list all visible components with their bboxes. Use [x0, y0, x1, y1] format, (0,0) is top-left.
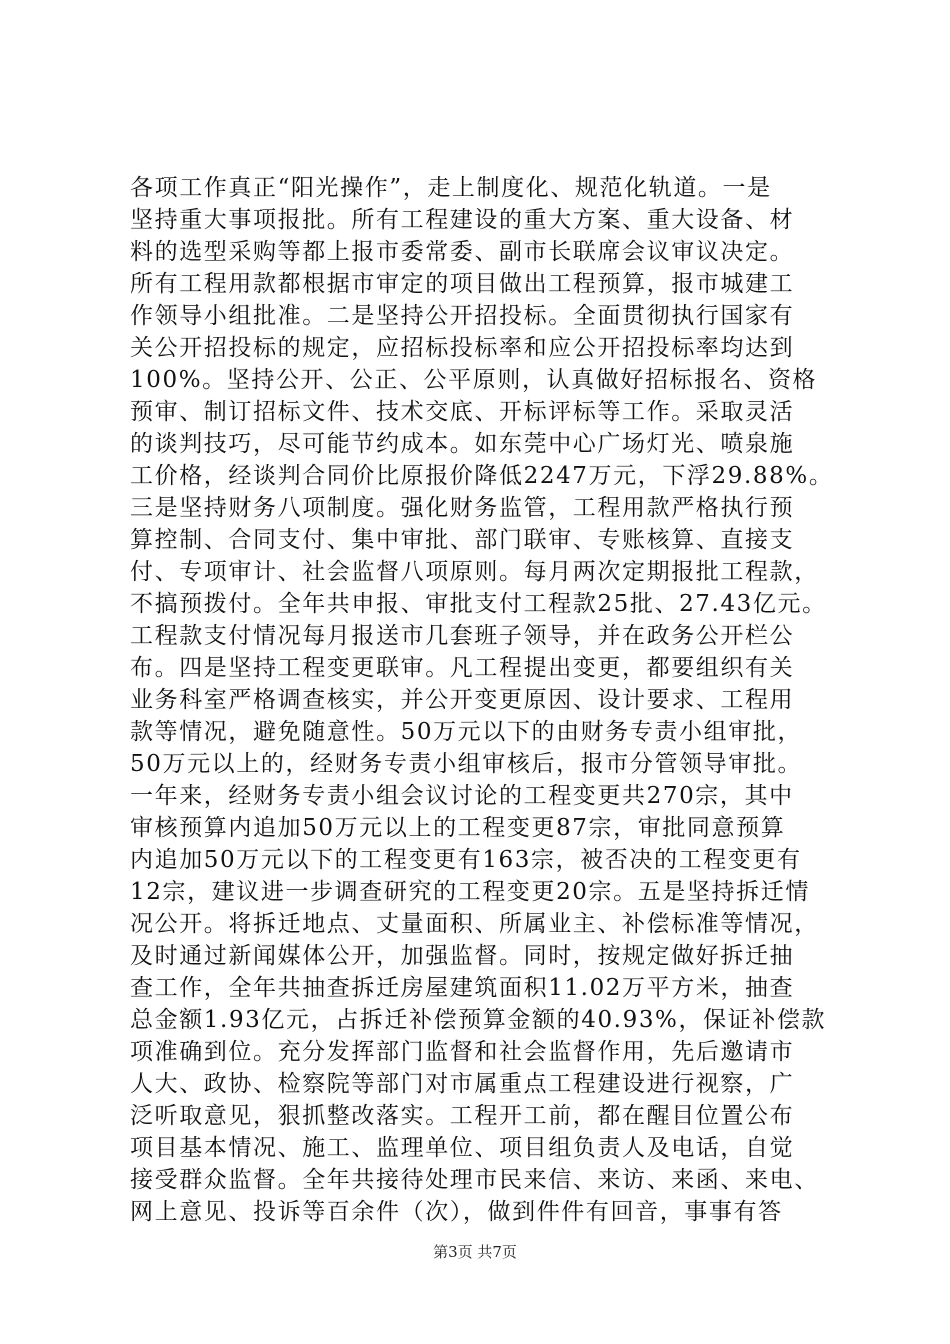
text-line: 人大、政协、检察院等部门对市属重点工程建设进行视察，广 — [130, 1071, 795, 1097]
body-text — [130, 172, 834, 1228]
text-line: 接受群众监督。全年共接待处理市民来信、来访、来函、来电、 — [130, 1167, 819, 1193]
text-line: 不搞预拨付。全年共申报、审批支付工程款25批、27.43亿元。 — [130, 591, 827, 617]
text-line: 布。四是坚持工程变更联审。凡工程提出变更，都要组织有关 — [130, 655, 795, 681]
text-line: 网上意见、投诉等百余件（次），做到件件有回音，事事有答 — [130, 1199, 783, 1225]
text-line: 况公开。将拆迁地点、丈量面积、所属业主、补偿标准等情况， — [130, 911, 819, 937]
text-line: 付、专项审计、社会监督八项原则。每月两次定期报批工程款， — [130, 559, 819, 585]
text-line: 业务科室严格调查核实，并公开变更原因、设计要求、工程用 — [130, 687, 795, 713]
text-line: 料的选型采购等都上报市委常委、副市长联席会议审议决定。 — [130, 239, 795, 265]
text-line: 算控制、合同支付、集中审批、部门联审、专账核算、直接支 — [130, 527, 795, 553]
text-line: 及时通过新闻媒体公开，加强监督。同时，按规定做好拆迁抽 — [130, 943, 795, 969]
text-line: 款等情况，避免随意性。50万元以下的由财务专责小组审批， — [130, 719, 803, 745]
text-line: 一年来，经财务专责小组会议讨论的工程变更共270宗，其中 — [130, 783, 794, 809]
text-line: 工程款支付情况每月报送市几套班子领导，并在政务公开栏公 — [130, 623, 795, 649]
text-line: 三是坚持财务八项制度。强化财务监管，工程用款严格执行预 — [130, 495, 795, 521]
text-line: 所有工程用款都根据市审定的项目做出工程预算，报市城建工 — [130, 271, 795, 297]
text-line: 内追加50万元以下的工程变更有163宗，被否决的工程变更有 — [130, 847, 802, 873]
text-line: 预审、制订招标文件、技术交底、开标评标等工作。采取灵活 — [130, 399, 795, 425]
text-line: 12宗，建议进一步调查研究的工程变更20宗。五是坚持拆迁情 — [130, 879, 810, 905]
text-line: 100%。坚持公开、公正、公平原则，认真做好招标报名、资格 — [130, 367, 818, 393]
page-number-label: 第3页 共7页 — [433, 1243, 517, 1261]
text-line: 项准确到位。充分发挥部门监督和社会监督作用，先后邀请市 — [130, 1039, 795, 1065]
text-line: 50万元以上的，经财务专责小组审核后，报市分管领导审批。 — [130, 751, 803, 777]
text-line: 工价格，经谈判合同价比原报价降低2247万元，下浮29.88%。 — [130, 463, 834, 489]
text-line: 泛听取意见，狠抓整改落实。工程开工前，都在醒目位置公布 — [130, 1103, 795, 1129]
text-line: 作领导小组批准。二是坚持公开招投标。全面贯彻执行国家有 — [130, 303, 795, 329]
text-line: 审核预算内追加50万元以上的工程变更87宗，审批同意预算 — [130, 815, 786, 841]
text-line: 各项工作真正“阳光操作”，走上制度化、规范化轨道。一是 — [130, 175, 772, 201]
text-line: 项目基本情况、施工、监理单位、项目组负责人及电话，自觉 — [130, 1135, 795, 1161]
text-line: 的谈判技巧，尽可能节约成本。如东莞中心广场灯光、喷泉施 — [130, 431, 795, 457]
text-line: 关公开招投标的规定，应招标投标率和应公开招投标率均达到 — [130, 335, 795, 361]
text-line: 坚持重大事项报批。所有工程建设的重大方案、重大设备、材 — [130, 207, 795, 233]
text-line: 查工作，全年共抽查拆迁房屋建筑面积11.02万平方米，抽查 — [130, 975, 795, 1001]
text-line: 总金额1.93亿元，占拆迁补偿预算金额的40.93%，保证补偿款 — [130, 1007, 827, 1033]
page-footer — [0, 1242, 950, 1262]
